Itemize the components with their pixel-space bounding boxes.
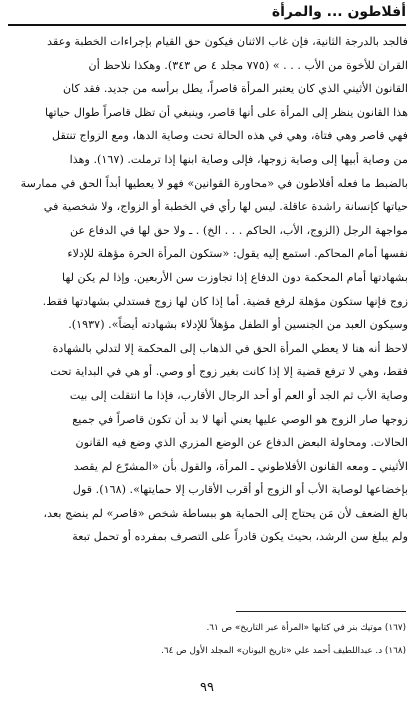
body-line: بشهادتها أمام المحكمة دون الدفاع إذا تجاوزت سن الأربعين. وإذا لم يكن لها [62, 270, 408, 284]
body-line: نفسها أمام المحاكم. استمع إليه يقول: «ستكون المرأة الحرة مؤهلة للإدلاء [67, 247, 408, 261]
footnote: (١٦٧) موتيك بنر في كتابها «المرأة عبر التاريخ» ص ٦١. [206, 623, 406, 633]
body-line: القانون الأثيني الذي كان يعتبر المرأة قاصراً، يطل برأسه من جديد. فقد كان [62, 82, 408, 96]
body-line: بالضبط ما فعله أفلاطون في «محاورة القوانين» فهو لا يعطيها أبداً الحق في ممارسة [20, 176, 408, 190]
body-line: القران للأخوة من الأب . . . » (٧٧٥ مجلد ٤ ص ٣٤٣). وهكذا نلاحظ أن [88, 58, 408, 72]
body-line: فهي قاصر وهي فتاة، وهي في هذه الحالة تحت وصاية الدها، ومع الزواج تنتقل [51, 129, 408, 143]
body-line: زوج فإنها ستكون مؤهلة لرفع قضية. أما إذا كان لها زوج فستدلي بشهادتها فقط. [42, 294, 408, 308]
header-rule [8, 24, 406, 26]
body-line: بالغ الضعف لأن مَن يحتاج إلى الحماية هو ببساطة شخص «قاصر» لم ينضج بعد، [43, 506, 408, 520]
body-line: وسيكون العبد من الجنسين أو الطفل مؤهلاً للإدلاء بشهادته أيضاً». (١٩٣٧). [68, 318, 408, 332]
body-line: زوجها صار الزوج هو الوصي عليها يعني أنها لا بد أن تكون قاصراً في جميع [72, 412, 408, 426]
body-line: من وصاية أبيها إلى وصاية زوجها، فإلى وصاية ابنها إذا ترملت. (١٦٧). وهذا [69, 152, 408, 166]
footnote-rule [236, 611, 406, 612]
body-line: فقط، وهي لا ترفع قضية إلا إذا كانت بغير زوج أو وصي. أو هي في البداية تحت [50, 365, 408, 379]
body-line: الأثيني ـ ومعه القانون الأفلاطوني ـ المرأة، والقول بأن «المشرّع لم يقصد [73, 459, 408, 473]
body-text [6, 30, 408, 549]
body-line: بإخضاعها لوصاية الأب أو الزوج أو أقرب الأقارب إلا حمايتها». (١٦٨). قول [72, 483, 408, 497]
body-line: لاحظ أنه هنا لا يعطي المرأة الحق في الذهاب إلى المحكمة إلا لتدلي بالشهادة [52, 341, 408, 355]
body-line: مواجهة الرجل (الزوج، الأب، الحاكم . . . الخ) . ـ ولا حق لها في الدفاع عن [69, 223, 408, 237]
page-number: ٩٩ [200, 680, 214, 695]
body-line: هذا القانون ينظر إلى المرأة على أنها قاصر، وينبغي أن تظل قاصراً طوال حياتها [44, 105, 408, 119]
footnote: (١٦٨) د. عبداللطيف أحمد علي «تاريخ اليونان» المجلد الأول ص ٦٤. [161, 646, 406, 656]
body-line: وصاية الأب ثم الجد أو العم أو أحد الرجال الأقارب، فإذا ما انتقلت إلى بيت [69, 388, 408, 402]
body-line: حياتها كإنسانة راشدة عاقلة. ليس لها رأي في الخطبة أو الزواج، ولا شخصية في [43, 200, 408, 214]
footnotes [8, 617, 406, 663]
body-line: الحالات. ومحاولة البعض الدفاع عن الوضع المزري الذي وضع فيه القانون [75, 436, 408, 450]
running-header: أفلاطون ... والمرأة [271, 4, 406, 20]
body-line: ولم يبلغ سن الرشد، بحيث يكون قادراً على التصرف بمفرده أو تحمل تبعة [72, 530, 408, 544]
body-line: فالجد بالدرجة الثانية، فإن غاب الاثنان فيكون حق القيام بإجراءات الخطبة وعقد [47, 35, 408, 48]
